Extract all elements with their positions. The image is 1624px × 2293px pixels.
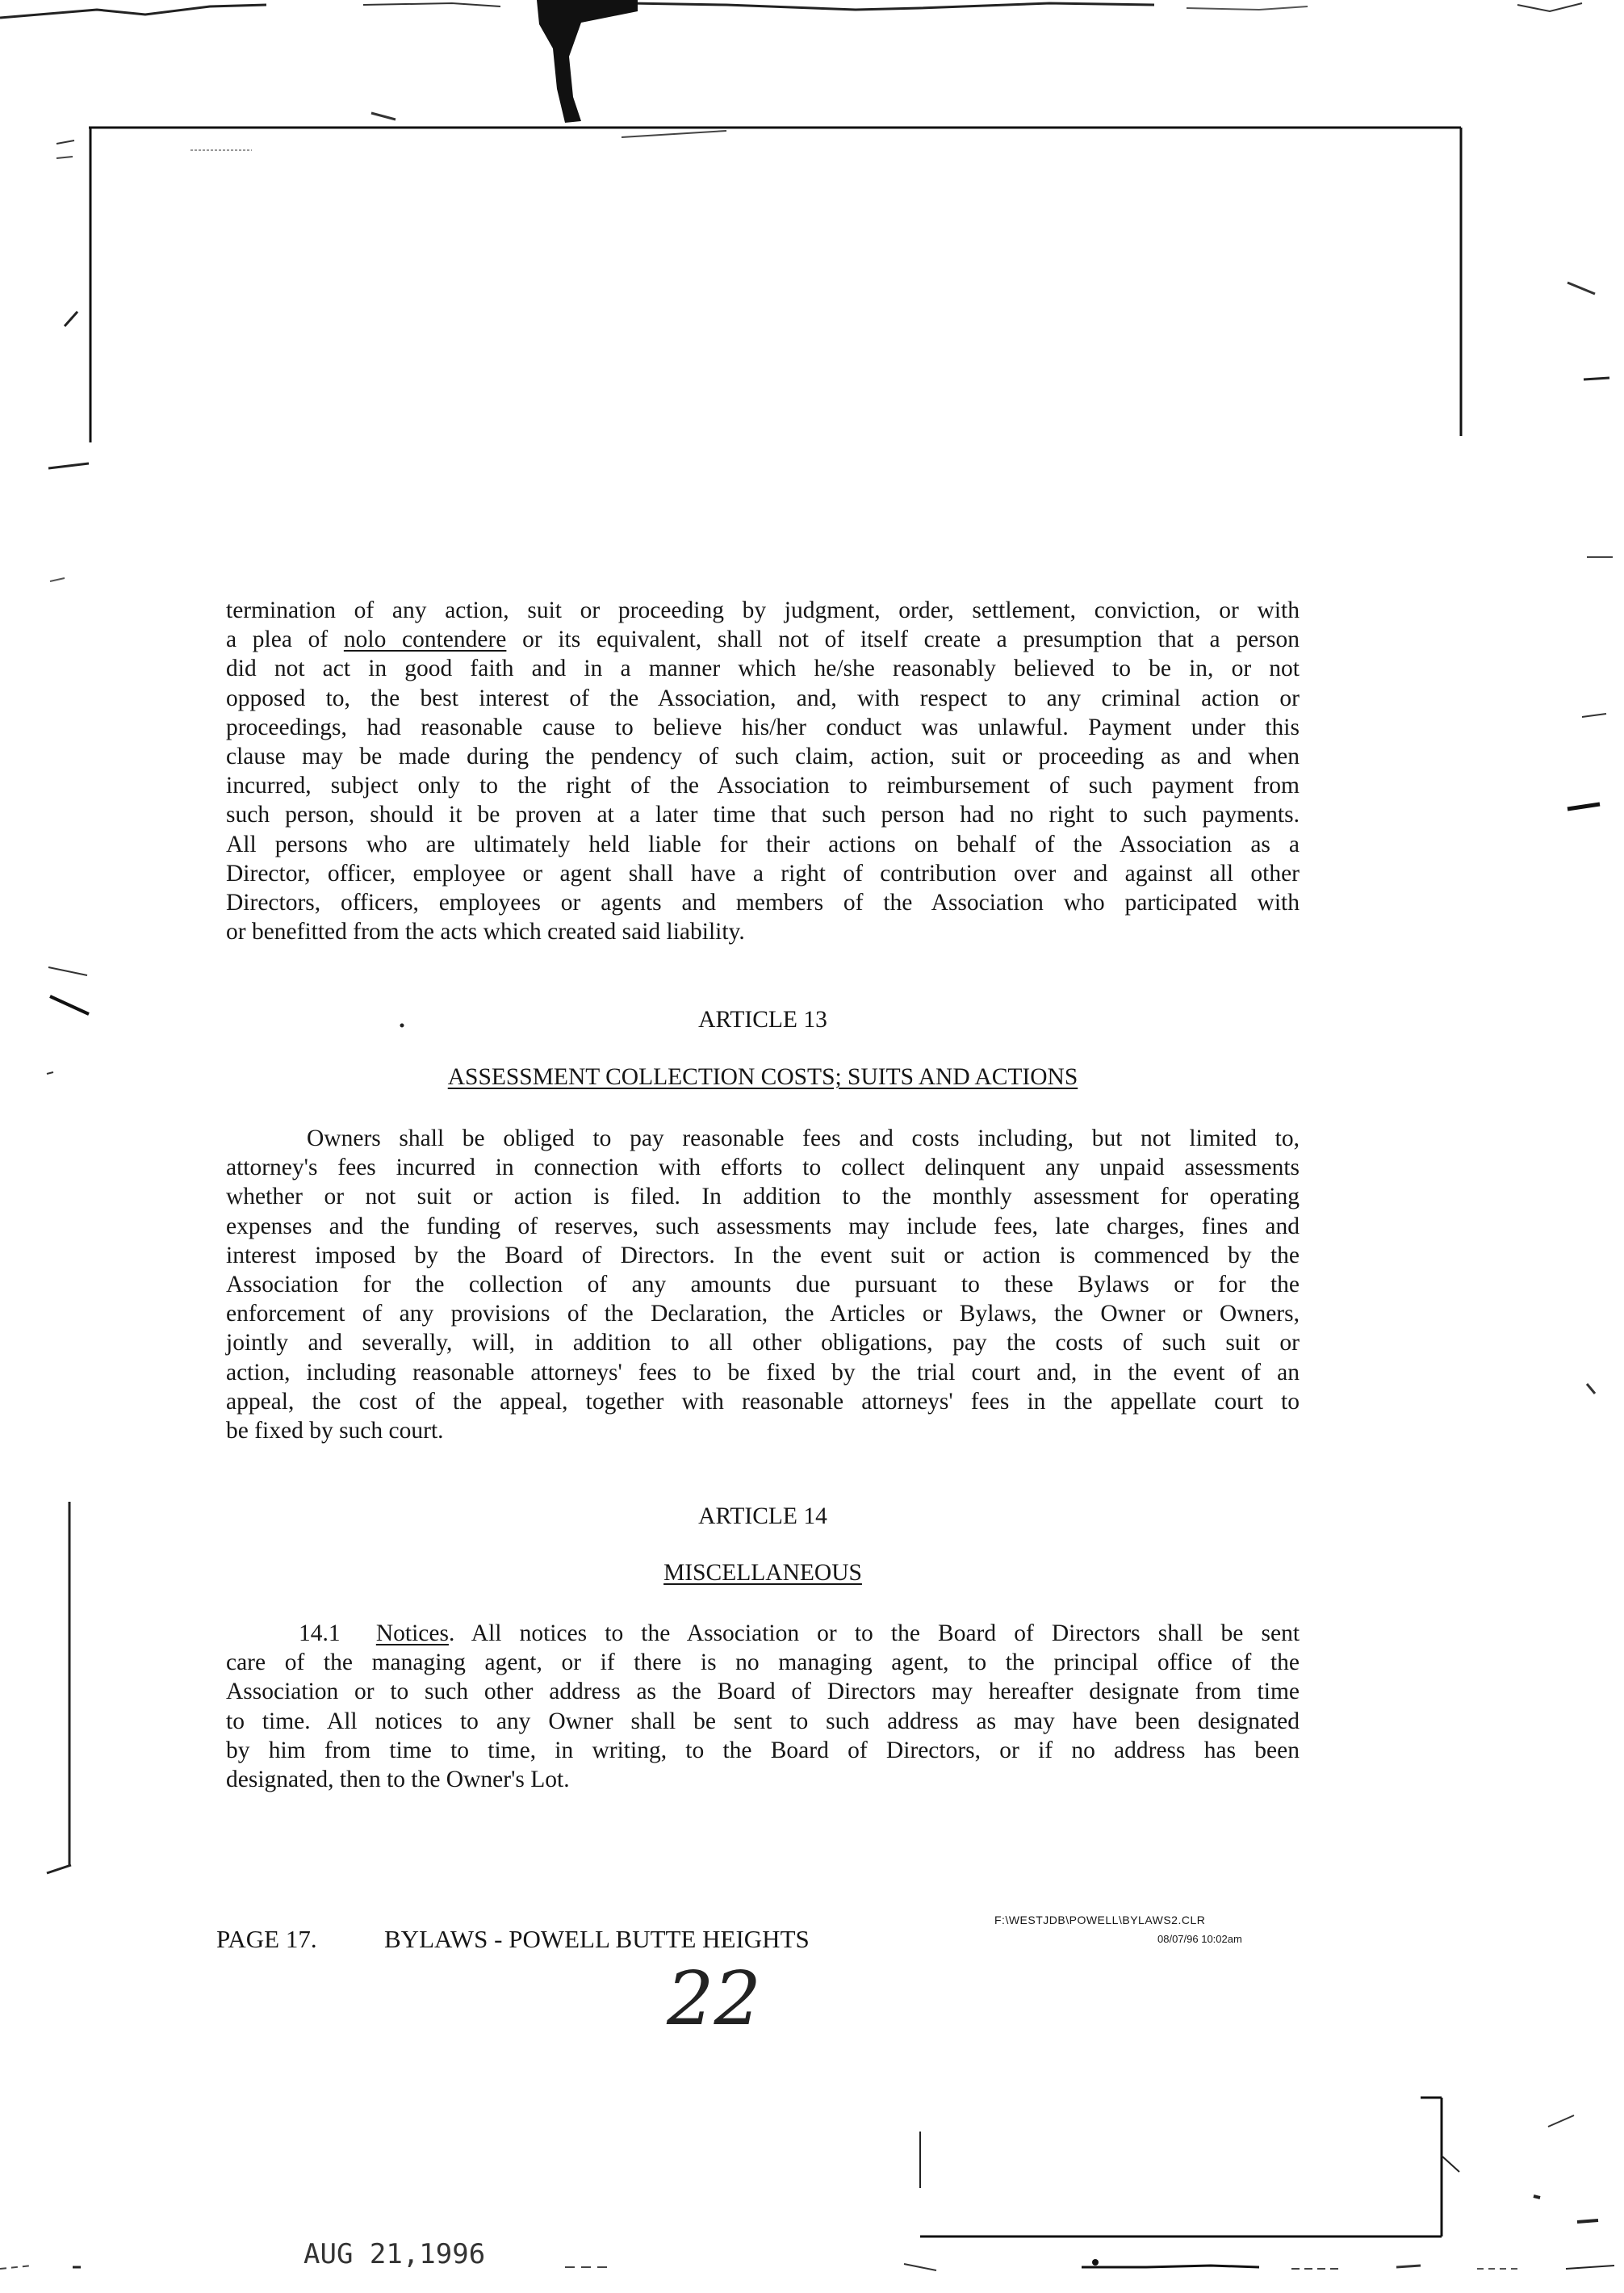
handwritten-page-number: 22 [667, 1956, 762, 2042]
text-line: Directors, officers, employees or agents and members of the Association who participated with [226, 890, 1300, 916]
text-line: Association for the collection of any amounts due pursuant to these Bylaws or for the [226, 1272, 1300, 1298]
text-line: whether or not suit or action is filed. In addition to the monthly assessment for operating [226, 1184, 1300, 1210]
text-line: attorney's fees incurred in connection with efforts to collect delinquent any unpaid assessments [226, 1155, 1300, 1181]
text-line: appeal, the cost of the appeal, together with reasonable attorneys' fees in the appellate court to [226, 1388, 1300, 1415]
text-line: Director, officer, employee or agent shall have a right of contribution over and against all other [226, 860, 1300, 887]
text-line: Association or to such other address as the Board of Directors may hereafter designate from time [226, 1679, 1300, 1705]
text-line: be fixed by such court. [226, 1418, 444, 1444]
footer-file-path: F:\WESTJDB\POWELL\BYLAWS2.CLR [994, 1914, 1206, 1926]
text-line: 14.1 Notices. All notices to the Association or to the Board of Directors shall be sent [299, 1620, 1300, 1646]
article-13-paragraph [226, 1124, 1300, 1445]
text-line: opposed to, the best interest of the Association, and, with respect to any criminal action or [226, 685, 1300, 711]
text-line: by him from time to time, in writing, to the Board of Directors, or if no address has been [226, 1737, 1300, 1763]
text-line: care of the managing agent, or if there is no managing agent, to the principal office of the [226, 1650, 1300, 1676]
section-title: Notices [375, 1620, 449, 1646]
text-line: All persons who are ultimately held liable for their actions on behalf of the Association as a [226, 831, 1300, 857]
text-line: a plea of nolo contendere or its equivalent, shall not of itself create a presumption that a person [226, 627, 1300, 653]
date-stamp: AUG 21,1996 [303, 2238, 486, 2270]
text-line: enforcement of any provisions of the Declaration, the Articles or Bylaws, the Owner or Owners, [226, 1301, 1300, 1327]
text-line: termination of any action, suit or proceeding by judgment, order, settlement, conviction, or with [226, 597, 1300, 623]
text-line: interest imposed by the Board of Directors. In the event suit or action is commenced by the [226, 1242, 1300, 1268]
footer-file-date: 08/07/96 10:02am [1157, 1933, 1242, 1945]
footer-document-title: BYLAWS - POWELL BUTTE HEIGHTS [384, 1925, 810, 1953]
text-line: expenses and the funding of reserves, such assessments may include fees, late charges, fines and [226, 1213, 1300, 1239]
text-line: or benefitted from the acts which created said liability. [226, 919, 745, 945]
text-line: clause may be made during the pendency of such claim, action, suit or proceeding as and when [226, 744, 1300, 770]
text-line: proceedings, had reasonable cause to believe his/her conduct was unlawful. Payment under this [226, 714, 1300, 740]
text-line: designated, then to the Owner's Lot. [226, 1767, 570, 1793]
article-13-number: ARTICLE 13 [698, 1007, 827, 1033]
indemnification-paragraph [226, 596, 1300, 946]
article-14-paragraph [226, 1619, 1300, 1794]
text-line: action, including reasonable attorneys' fees to be fixed by the trial court and, in the event of an [226, 1359, 1300, 1385]
article-14-title: MISCELLANEOUS [663, 1560, 862, 1586]
text-line: incurred, subject only to the right of the Association to reimbursement of such payment from [226, 773, 1300, 799]
article-14-number: ARTICLE 14 [698, 1503, 827, 1529]
article-13-title: ASSESSMENT COLLECTION COSTS; SUITS AND ACTIONS [447, 1064, 1078, 1090]
text-line: Owners shall be obliged to pay reasonable fees and costs including, but not limited to, [307, 1126, 1300, 1151]
text-line: such person, should it be proven at a later time that such person had no right to such payments. [226, 802, 1300, 828]
footer-page-number: PAGE 17. [216, 1925, 317, 1953]
section-number: 14.1 [299, 1620, 341, 1646]
text-line: to time. All notices to any Owner shall be sent to such address as may have been designated [226, 1708, 1300, 1734]
text-line: did not act in good faith and in a manner which he/she reasonably believed to be in, or not [226, 656, 1300, 682]
text-line: jointly and severally, will, in addition to all other obligations, pay the costs of such suit or [226, 1330, 1300, 1356]
